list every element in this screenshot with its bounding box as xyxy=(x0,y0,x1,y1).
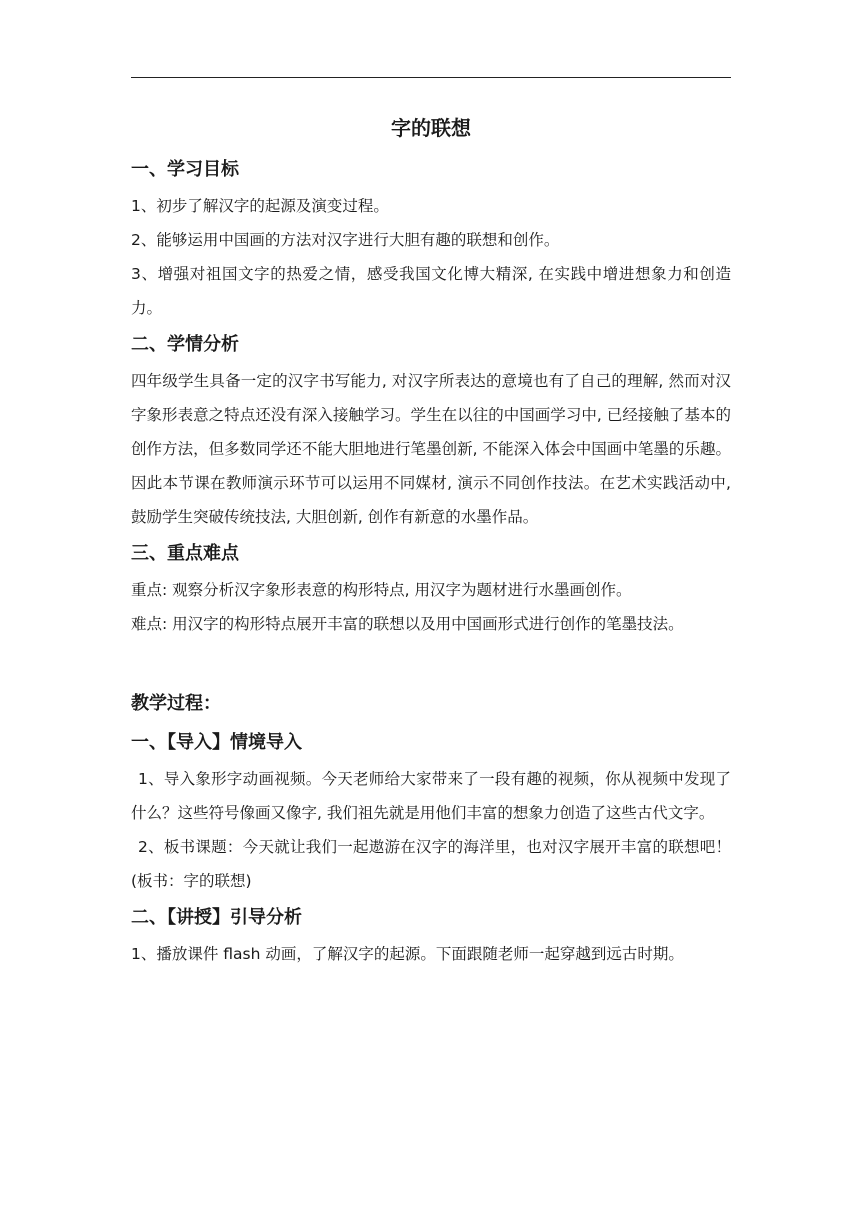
document-page xyxy=(131,0,731,1216)
goal-item: 2、能够运用中国画的方法对汉字进行大胆有趣的联想和创作。 xyxy=(131,231,560,249)
step-item: 1、导入象形字动画视频。今天老师给大家带来了一段有趣的视频，你从视频中发现了什么？这些符号像画又像字, 我们祖先就是用他们丰富的想象力创造了这些古代文字。 xyxy=(131,770,731,822)
process-heading: 教学过程： xyxy=(131,693,221,714)
section-key-difficult-points xyxy=(131,539,731,641)
section-heading: 三、重点难点 xyxy=(131,543,239,564)
part-heading: 二、【讲授】引导分析 xyxy=(131,907,302,928)
key-point: 重点: 观察分析汉字象形表意的构形特点, 用汉字为题材进行水墨画创作。 xyxy=(131,581,632,599)
header-rule xyxy=(131,77,731,78)
goal-item: 1、初步了解汉字的起源及演变过程。 xyxy=(131,197,389,215)
analysis-paragraph: 四年级学生具备一定的汉字书写能力, 对汉字所表达的意境也有了自己的理解, 然而对汉字象形表意之特点还没有深入接触学习。学生在以往的中国画学习中, 已经接触了基本的创作方法，但多数同学还不能大胆地进行笔墨创新, 不能深入体会中国画中笔墨的乐趣。因此本节课在教师演示环节可以运用不同媒材, 演示不同创作技法。在艺术实践活动中, 鼓励学生突破传统技法, 大胆创新, 创作有新意的水墨作品。 xyxy=(131,372,731,526)
section-learning-goals xyxy=(131,155,731,325)
goal-item: 3、增强对祖国文字的热爱之情，感受我国文化博大精深, 在实践中增进想象力和创造力。 xyxy=(131,265,731,317)
section-teaching-process xyxy=(131,689,731,971)
document-body xyxy=(131,112,731,971)
difficulty-point: 难点: 用汉字的构形特点展开丰富的联想以及用中国画形式进行创作的笔墨技法。 xyxy=(131,615,684,633)
document-title: 字的联想 xyxy=(391,116,471,140)
part-heading: 一、【导入】情境导入 xyxy=(131,732,302,753)
section-heading: 一、学习目标 xyxy=(131,159,239,180)
step-item: 1、播放课件 flash 动画，了解汉字的起源。下面跟随老师一起穿越到远古时期。 xyxy=(131,945,684,963)
step-item: 2、板书课题：今天就让我们一起遨游在汉字的海洋里，也对汉字展开丰富的联想吧！ (板书：字的联想) xyxy=(131,838,731,890)
section-student-analysis xyxy=(131,330,731,534)
section-heading: 二、学情分析 xyxy=(131,334,239,355)
